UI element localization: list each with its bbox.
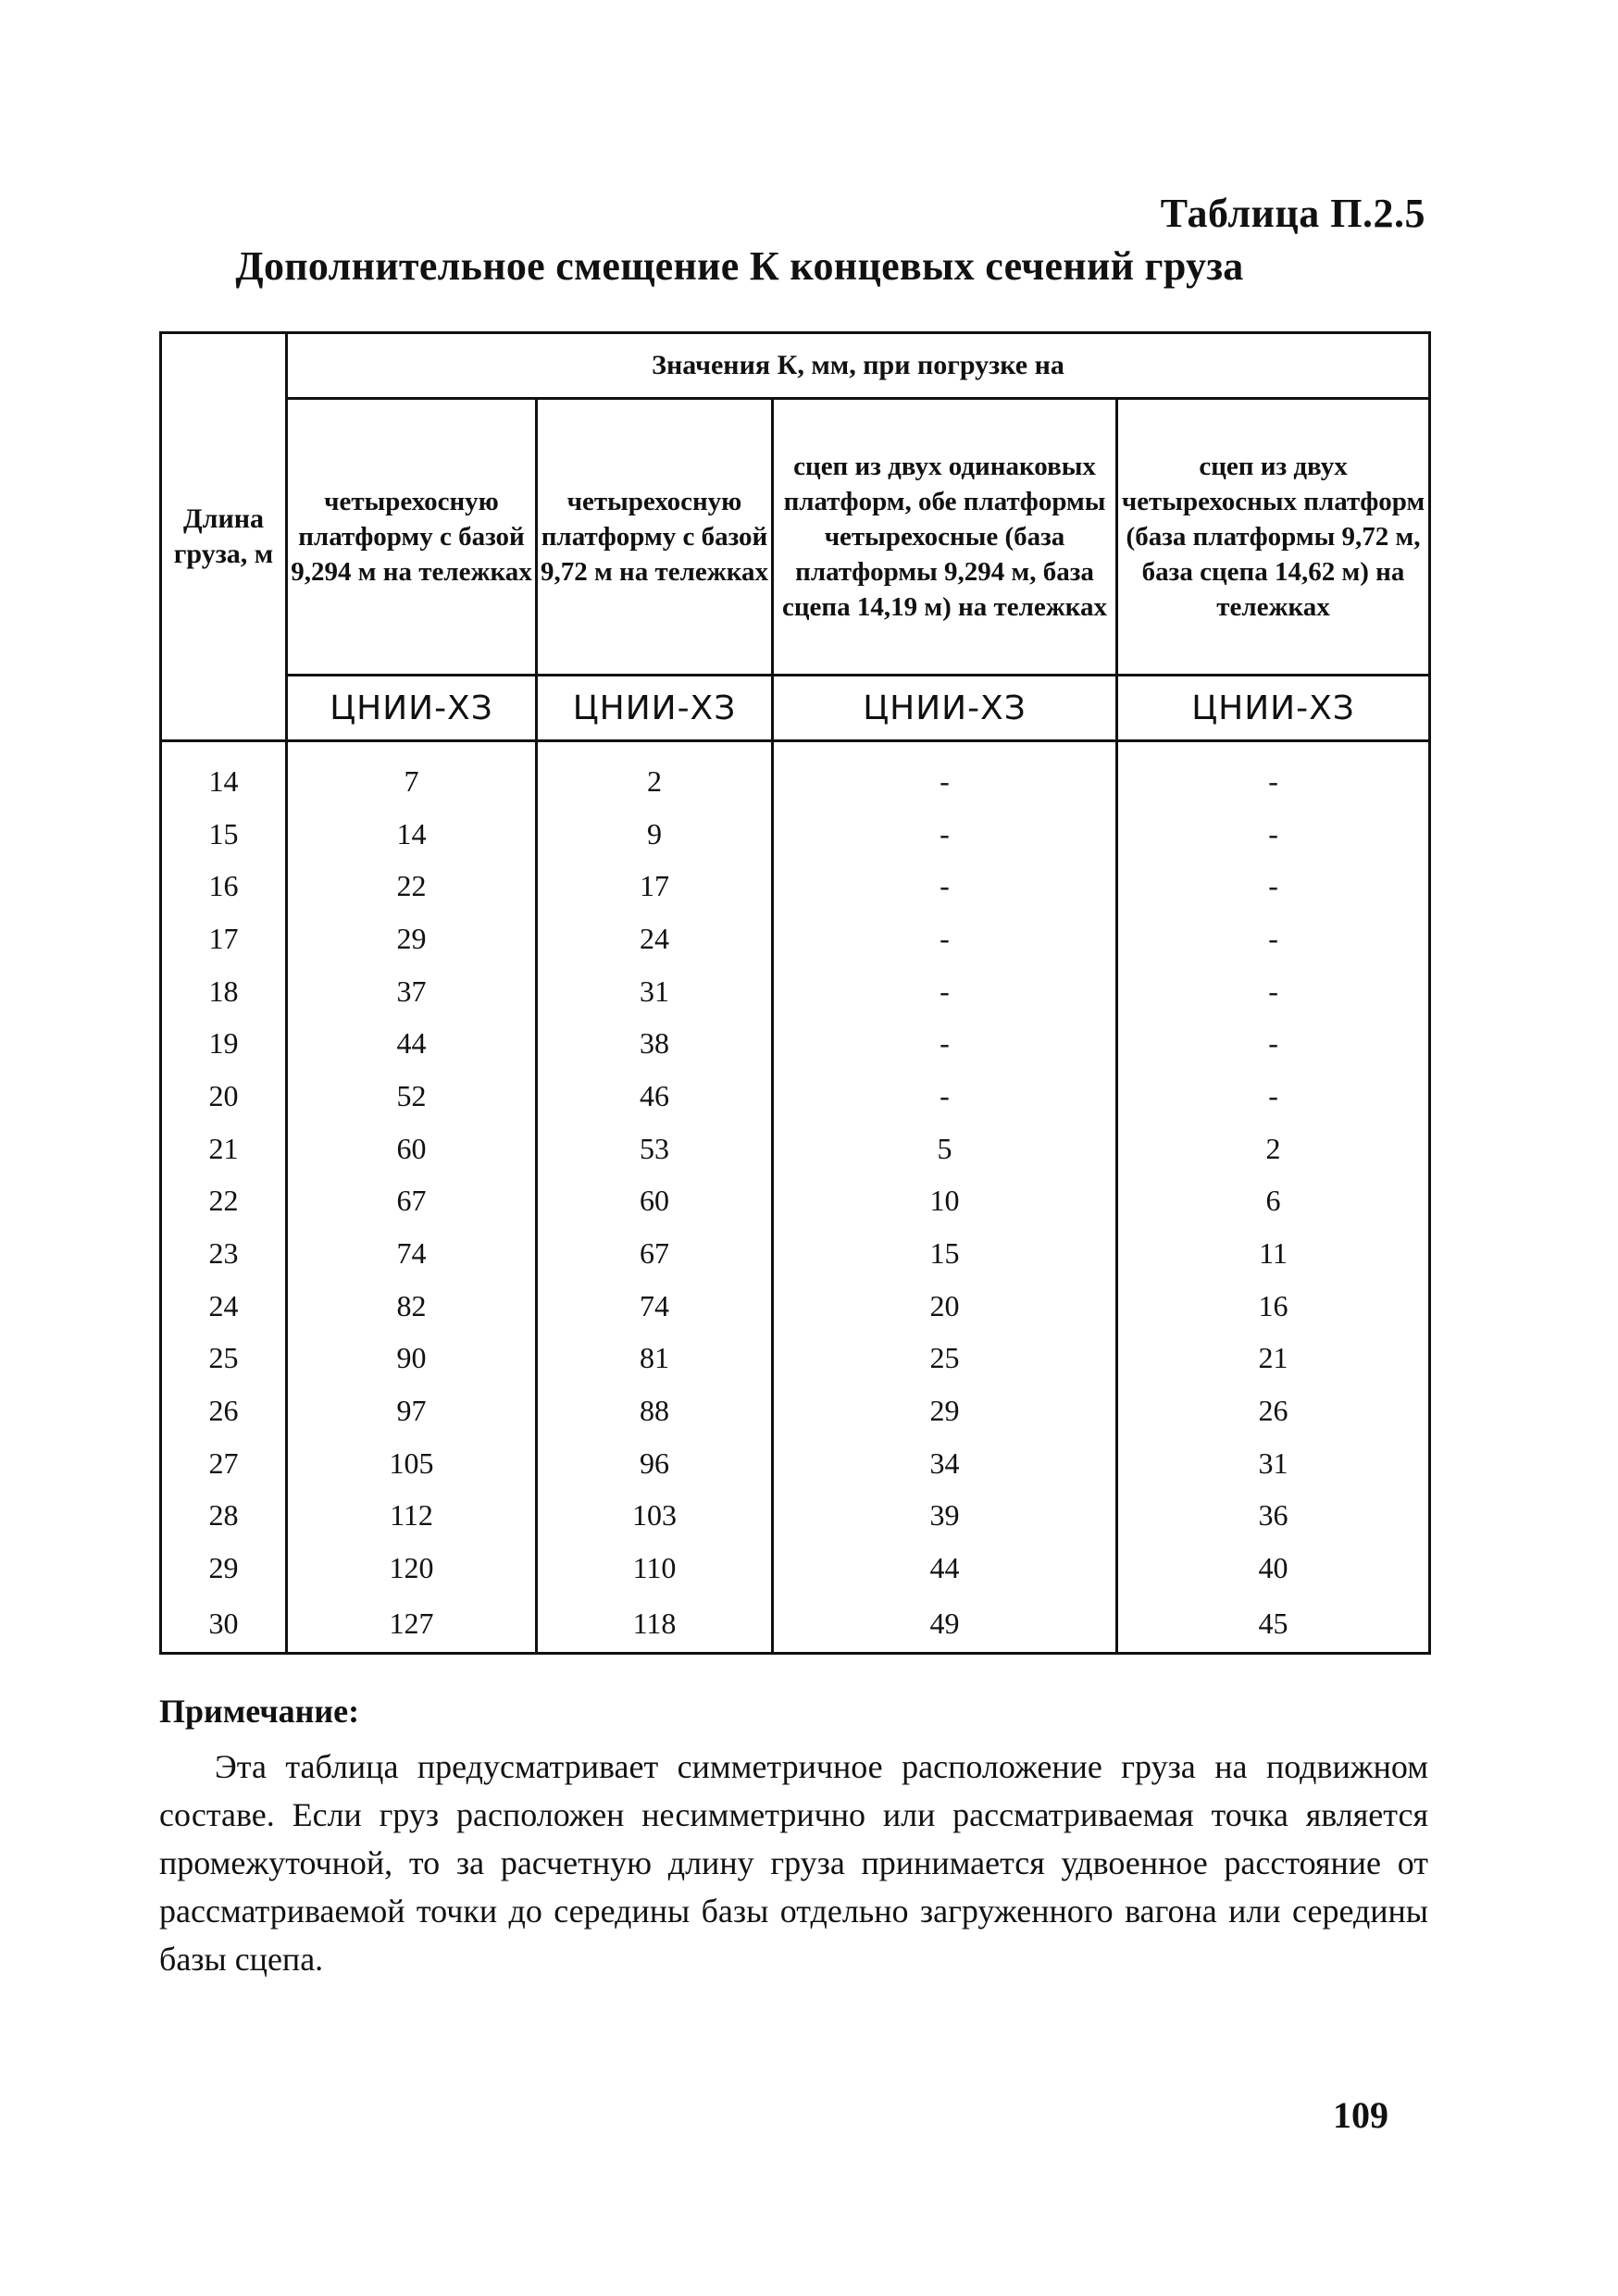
value-cell: 49: [773, 1595, 1117, 1654]
value-cell: 120: [287, 1542, 537, 1595]
value-cell: 96: [537, 1437, 773, 1490]
value-cell: 82: [287, 1280, 537, 1333]
length-cell: 24: [161, 1280, 287, 1333]
value-cell: -: [773, 912, 1117, 965]
table-row: [161, 1017, 1430, 1070]
value-cell: 110: [537, 1542, 773, 1595]
table-body: [161, 755, 1430, 1654]
value-cell: 31: [537, 965, 773, 1018]
table-row: [161, 1384, 1430, 1437]
value-cell: 34: [773, 1437, 1117, 1490]
table-header: [161, 333, 1430, 741]
length-cell: 28: [161, 1490, 287, 1543]
value-cell: 97: [287, 1384, 537, 1437]
value-cell: 21: [1117, 1333, 1430, 1385]
value-cell: -: [1117, 1017, 1430, 1070]
table-row: [161, 1542, 1430, 1595]
value-cell: 14: [287, 808, 537, 861]
value-cell: 81: [537, 1333, 773, 1385]
value-cell: -: [773, 1070, 1117, 1123]
length-header: Длина груза, м: [161, 333, 287, 741]
table-title-text: Дополнительное смещение К концевых сечений груза: [235, 243, 1244, 289]
value-cell: 44: [773, 1542, 1117, 1595]
value-cell: 2: [537, 755, 773, 808]
table-row: [161, 1595, 1430, 1654]
value-cell: -: [773, 1017, 1117, 1070]
table-row: [161, 1070, 1430, 1123]
value-cell: -: [1117, 1070, 1430, 1123]
value-cell: 60: [537, 1175, 773, 1228]
value-cell: 103: [537, 1490, 773, 1543]
length-cell: 21: [161, 1123, 287, 1175]
bogie-type: ЦНИИ-ХЗ: [773, 676, 1117, 741]
value-cell: 38: [537, 1017, 773, 1070]
length-cell: 16: [161, 860, 287, 912]
value-cell: 67: [537, 1227, 773, 1280]
value-cell: 37: [287, 965, 537, 1018]
table-spacer: [161, 741, 1430, 756]
value-cell: 17: [537, 860, 773, 912]
value-cell: 118: [537, 1595, 773, 1654]
value-cell: 44: [287, 1017, 537, 1070]
length-cell: 14: [161, 755, 287, 808]
value-cell: -: [1117, 808, 1430, 861]
value-cell: 88: [537, 1384, 773, 1437]
value-cell: 16: [1117, 1280, 1430, 1333]
length-cell: 17: [161, 912, 287, 965]
table-row: [161, 1175, 1430, 1228]
length-cell: 30: [161, 1595, 287, 1654]
value-cell: -: [773, 755, 1117, 808]
bogie-type: ЦНИИ-ХЗ: [287, 676, 537, 741]
value-cell: 29: [773, 1384, 1117, 1437]
value-cell: 45: [1117, 1595, 1430, 1654]
data-table: [159, 331, 1431, 1655]
column-header: четырехосную платформу с базой 9,294 м на тележках: [287, 399, 537, 676]
length-cell: 18: [161, 965, 287, 1018]
bogie-type: ЦНИИ-ХЗ: [537, 676, 773, 741]
value-cell: 90: [287, 1333, 537, 1385]
table-row: [161, 1490, 1430, 1543]
value-cell: 112: [287, 1490, 537, 1543]
value-cell: 7: [287, 755, 537, 808]
length-cell: 20: [161, 1070, 287, 1123]
value-cell: -: [773, 860, 1117, 912]
value-cell: -: [773, 808, 1117, 861]
table-row: [161, 1333, 1430, 1385]
table-row: [161, 755, 1430, 808]
value-cell: -: [1117, 912, 1430, 965]
length-cell: 22: [161, 1175, 287, 1228]
table-row: [161, 965, 1430, 1018]
length-cell: 15: [161, 808, 287, 861]
value-cell: 24: [537, 912, 773, 965]
length-cell: 25: [161, 1333, 287, 1385]
note-body: Эта таблица предусматривает симметричное расположение груза на подвижном составе. Если груз расположен несимметрично или рассматриваемая точка является промежуточной, то за расчетную длину груза принимается удвоенное расстояние от рассматриваемой точки до середины базы отдельно загруженного вагона или середины базы сцепа.: [159, 1748, 1428, 1978]
value-cell: 67: [287, 1175, 537, 1228]
value-cell: 11: [1117, 1227, 1430, 1280]
table-row: [161, 1227, 1430, 1280]
value-cell: 29: [287, 912, 537, 965]
value-cell: 31: [1117, 1437, 1430, 1490]
table-title: [0, 242, 1618, 290]
value-cell: 5: [773, 1123, 1117, 1175]
table-row: [161, 1123, 1430, 1175]
length-cell: 27: [161, 1437, 287, 1490]
value-cell: 2: [1117, 1123, 1430, 1175]
value-cell: 74: [537, 1280, 773, 1333]
length-cell: 26: [161, 1384, 287, 1437]
column-header: четырехосную платформу с базой 9,72 м на тележках: [537, 399, 773, 676]
value-cell: 25: [773, 1333, 1117, 1385]
value-cell: 60: [287, 1123, 537, 1175]
value-cell: -: [1117, 755, 1430, 808]
value-cell: 52: [287, 1070, 537, 1123]
length-cell: 29: [161, 1542, 287, 1595]
value-cell: 127: [287, 1595, 537, 1654]
value-cell: 46: [537, 1070, 773, 1123]
table-row: [161, 912, 1430, 965]
table-row: [161, 808, 1430, 861]
value-cell: 9: [537, 808, 773, 861]
value-cell: 36: [1117, 1490, 1430, 1543]
value-cell: -: [1117, 860, 1430, 912]
table-row: [161, 860, 1430, 912]
bogie-type: ЦНИИ-ХЗ: [1117, 676, 1430, 741]
value-cell: 105: [287, 1437, 537, 1490]
table-row: [161, 1437, 1430, 1490]
value-cell: 26: [1117, 1384, 1430, 1437]
note-text: [159, 1743, 1428, 1983]
value-cell: 22: [287, 860, 537, 912]
value-cell: -: [1117, 965, 1430, 1018]
group-header: Значения К, мм, при погрузке на: [287, 333, 1430, 399]
value-cell: 53: [537, 1123, 773, 1175]
page-number: 109: [1333, 2094, 1388, 2136]
value-cell: 20: [773, 1280, 1117, 1333]
value-cell: 39: [773, 1490, 1117, 1543]
table-row: [161, 1280, 1430, 1333]
length-cell: 23: [161, 1227, 287, 1280]
value-cell: 6: [1117, 1175, 1430, 1228]
value-cell: 40: [1117, 1542, 1430, 1595]
value-cell: -: [773, 965, 1117, 1018]
column-header: сцеп из двух четырехосных платформ (база платформы 9,72 м, база сцепа 14,62 м) на тележках: [1117, 399, 1430, 676]
note-heading: Примечание:: [159, 1693, 360, 1730]
column-header: сцеп из двух одинаковых платформ, обе платформы четырехосные (база платформы 9,294 м, база сцепа 14,19 м) на тележках: [773, 399, 1117, 676]
value-cell: 15: [773, 1227, 1117, 1280]
value-cell: 10: [773, 1175, 1117, 1228]
table-number: Таблица П.2.5: [1160, 191, 1425, 236]
length-cell: 19: [161, 1017, 287, 1070]
value-cell: 74: [287, 1227, 537, 1280]
